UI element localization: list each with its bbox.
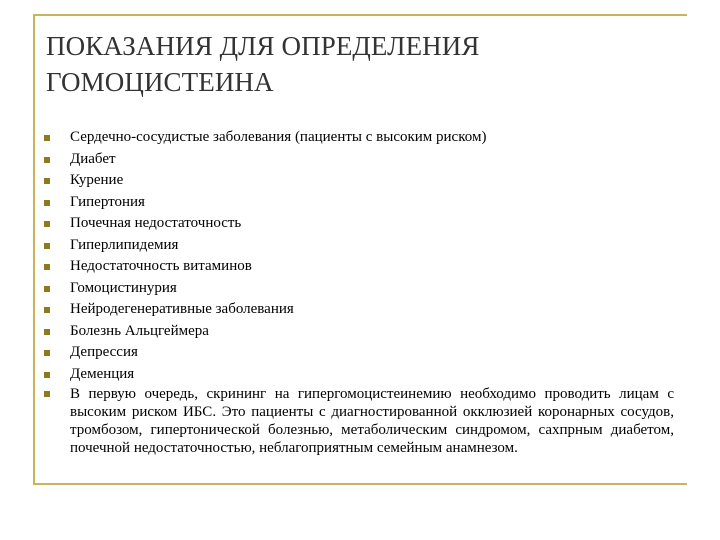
list-item-text: Депрессия (70, 344, 138, 360)
list-item (44, 192, 674, 214)
square-bullet-icon (44, 157, 50, 163)
square-bullet-icon (44, 329, 50, 335)
list-item (44, 235, 674, 257)
list-item (44, 256, 674, 278)
square-bullet-icon (44, 286, 50, 292)
square-bullet-icon (44, 391, 50, 397)
list-item (44, 385, 674, 457)
square-bullet-icon (44, 135, 50, 141)
list-item-text: Курение (70, 172, 124, 188)
list-item (44, 299, 674, 321)
list-item (44, 364, 674, 386)
list-item-text: Гомоцистинурия (70, 279, 177, 296)
list-item-text: Сердечно-сосудистые заболевания (пациенты с высоким риском) (70, 129, 487, 145)
list-item-text: Деменция (70, 365, 135, 382)
frame-left-line (33, 14, 35, 483)
square-bullet-icon (44, 221, 50, 227)
list-item-text: Гипертония (70, 193, 145, 210)
list-item (44, 170, 674, 192)
square-bullet-icon (44, 200, 50, 206)
square-bullet-icon (44, 264, 50, 270)
list-item-text: Почечная недостаточность (70, 215, 242, 231)
list-item (44, 213, 674, 235)
list-item (44, 342, 674, 364)
list-item-text: Болезнь Альцгеймера (70, 322, 209, 339)
list-item-text: Гиперлипидемия (70, 236, 179, 253)
list-item (44, 321, 674, 343)
square-bullet-icon (44, 307, 50, 313)
list-item-text: В первую очередь, скрининг на гипергомоцистеинемию необходимо проводить лицам с высоким риском ИБС. Это пациенты с диагностированной окклюзией коронарных сосудов, тромбозом, гипертонической болезнью, метаболическим синдромом, сахпрным диабетом, почечной недостаточностью, неблагоприятным семейным анамнезом. (70, 386, 674, 456)
list-item (44, 278, 674, 300)
square-bullet-icon (44, 350, 50, 356)
list-item-text: Диабет (70, 150, 116, 167)
list-item (44, 127, 674, 149)
slide-title: ПОКАЗАНИЯ ДЛЯ ОПРЕДЕЛЕНИЯ ГОМОЦИСТЕИНА (46, 31, 480, 97)
list-item-text: Нейродегенеративные заболевания (70, 301, 294, 317)
frame-bottom-line (33, 483, 687, 485)
square-bullet-icon (44, 178, 50, 184)
frame-top-line (33, 14, 687, 16)
bullet-list (44, 127, 674, 457)
list-item-text: Недостаточность витаминов (70, 258, 252, 274)
list-item (44, 149, 674, 171)
square-bullet-icon (44, 372, 50, 378)
square-bullet-icon (44, 243, 50, 249)
